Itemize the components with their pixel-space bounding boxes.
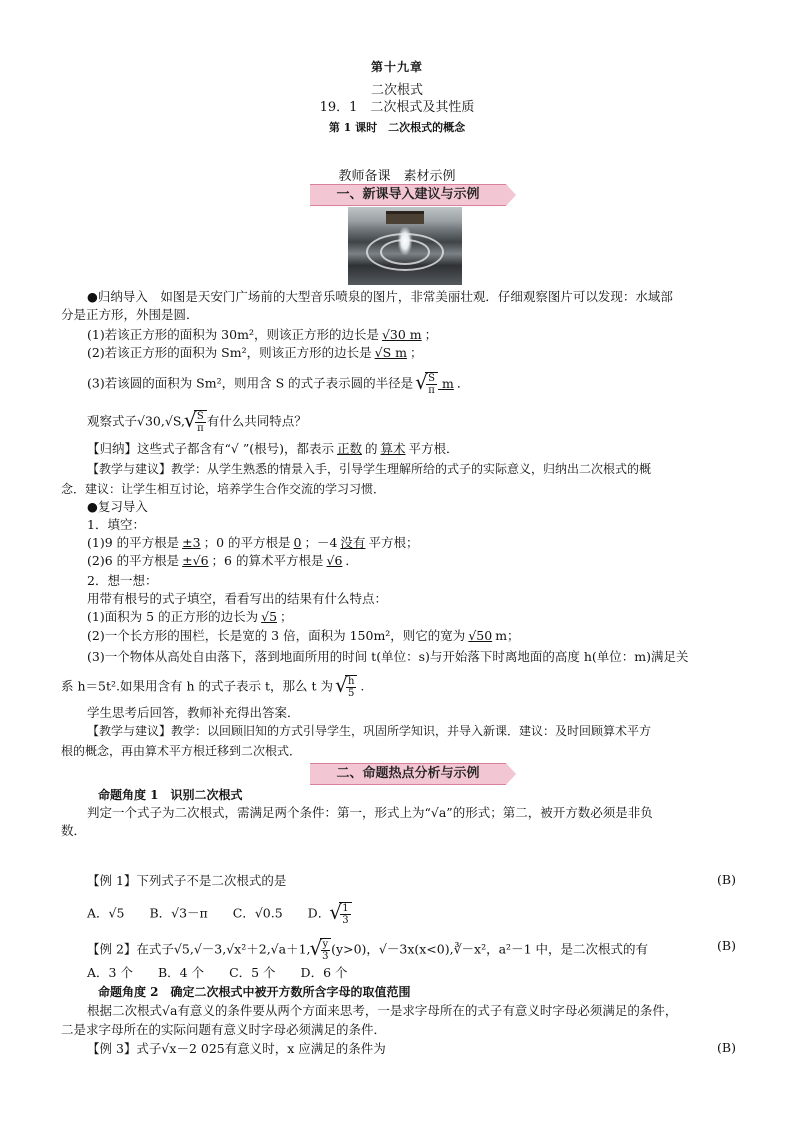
think-1-end: ； bbox=[280, 609, 293, 624]
example-1-options bbox=[87, 902, 352, 926]
example-2-text-a: 【例 2】在式子√5,√－3,√x²＋2,√a＋1, bbox=[87, 941, 311, 957]
think-2-blank: √50 bbox=[468, 628, 493, 643]
example-1-answer: (B) bbox=[717, 872, 736, 887]
rule-2-line-2: 二是求字母所在的实际问题有意义时字母必须满足的条件． bbox=[61, 1022, 387, 1037]
intro-paragraph-2: 分是正方形，外围是圆． bbox=[61, 307, 199, 322]
review-think-1 bbox=[87, 608, 293, 626]
angle-2-title: 命题角度 2 确定二次根式中被开方数所含字母的取值范围 bbox=[98, 985, 411, 999]
advice-1-line-1: 【教学与建议】教学：从学生熟悉的情景入手，引导学生理解所给的式子的实际意义，归纳出二次根式的概 bbox=[87, 462, 652, 476]
fill-1-blank-c: 没有 bbox=[340, 535, 366, 550]
advice-1-line-2: 念．建议：让学生相互讨论，培养学生合作交流的学习习惯． bbox=[61, 482, 386, 496]
banner-new-lesson: 一、新课导入建议与示例 bbox=[310, 184, 506, 206]
banner-hot-topics: 二、命题热点分析与示例 bbox=[310, 763, 506, 785]
advice-2-line-2: 根的概念，再由算术平方根迁移到二次根式． bbox=[61, 744, 302, 758]
example-1-options-text: A．√5 B．√3－π C．√0.5 D． bbox=[87, 905, 331, 921]
fill-2-text-e: ． bbox=[345, 553, 358, 568]
option-d-denominator: 3 bbox=[342, 915, 349, 926]
intro-question-2: (2)若该正方形的面积为 Sm²，则该正方形的边长是 √S m ； bbox=[87, 345, 423, 360]
time-denominator: 5 bbox=[347, 688, 355, 699]
example-2-answer: (B) bbox=[717, 938, 736, 953]
review-title: ●复习导入 bbox=[87, 499, 148, 514]
review-fill-1 bbox=[87, 534, 418, 552]
think-1-text: (1)面积为 5 的正方形的边长为 bbox=[87, 609, 259, 624]
fountain-photo bbox=[348, 207, 462, 285]
question-3-text: (3)若该圆的面积为 Sm²，则用含 S 的式子表示圆的半径是 bbox=[87, 375, 414, 391]
summary-text-a: 【归纳】这些式子都含有“√ ”(根号)，都表示 bbox=[87, 441, 334, 456]
option-d-numerator: √ 1 bbox=[342, 903, 349, 914]
option-d-root bbox=[339, 902, 351, 926]
intro-question-3: (3)若该圆的面积为 Sm²，则用含 S 的式子表示圆的半径是 √ $\frac{S}{\pi}$ m ． bbox=[87, 372, 469, 396]
example-1-question: 【例 1】下列式子不是二次根式的是 bbox=[87, 873, 287, 888]
think-1-blank: √5 bbox=[261, 609, 278, 624]
section-title: 19．1 二次根式及其性质 bbox=[319, 100, 475, 115]
observe-root-frac bbox=[194, 410, 207, 434]
review-fill-title: 1．填空： bbox=[87, 517, 145, 532]
observe-line bbox=[87, 410, 307, 434]
intro-paragraph-1: ●归纳导入 如图是天安门广场前的大型音乐喷泉的图片，非常美丽壮观．仔细观察图片可以发现：水域部 bbox=[87, 289, 673, 304]
review-think-3-line-1: (3)一个物体从高处自由落下，落到地面所用的时间 t(单位：s)与开始落下时离地面的高度 h(单位：m)满足关 bbox=[87, 649, 689, 664]
think-3-end: . bbox=[360, 678, 365, 694]
rule-1-line-1: 判定一个式子为二次根式，需满足两个条件：第一，形式上为“√a”的形式；第二，被开方数必须是非负 bbox=[87, 805, 653, 820]
review-think-3-line-2 bbox=[61, 675, 364, 699]
fill-1-text-a: (1)9 的平方根是 bbox=[87, 535, 180, 550]
fill-2-text-a: (2)6 的平方根是 bbox=[87, 553, 180, 568]
rule-2-line-1: 根据二次根式√a有意义的条件要从两个方面来思考，一是求字母所在的式子有意义时字母必须满足的条件， bbox=[87, 1003, 678, 1018]
example-3-answer: (B) bbox=[717, 1040, 736, 1055]
observe-denominator: π bbox=[197, 423, 204, 434]
observe-numerator: √ S bbox=[196, 411, 204, 422]
fill-2-blank-a: ±√6 bbox=[182, 553, 209, 568]
example-2-options: A．3 个 B．4 个 C．5 个 D．6 个 bbox=[87, 965, 348, 980]
question-2-answer: √S m bbox=[374, 345, 407, 360]
observe-roots: √30,√S, bbox=[137, 413, 185, 429]
review-think-text: 用带有根号的式子填空，看看写出的结果有什么特点： bbox=[87, 591, 388, 606]
summary-mid: 的 bbox=[365, 441, 378, 456]
summary-blank-1: 正数 bbox=[336, 441, 362, 456]
observe-text-c: 有什么共同特点？ bbox=[206, 413, 307, 429]
example-3-question: 【例 3】式子√x－2 025有意义时，x 应满足的条件为 bbox=[87, 1041, 386, 1056]
review-fill-2 bbox=[87, 552, 358, 570]
example-2-text-b: (y>0)，√－3x(x<0),∛－x²，a²－1 中，是二次根式的有 bbox=[331, 941, 648, 957]
review-after: 学生思考后回答，教师补充得出答案． bbox=[87, 705, 300, 720]
angle-1-title: 命题角度 1 识别二次根式 bbox=[98, 788, 243, 802]
fill-1-blank-a: ±3 bbox=[182, 535, 201, 550]
example-2-denominator: 3 bbox=[322, 951, 329, 962]
resources-heading: 教师备课 素材示例 bbox=[338, 169, 456, 184]
fill-1-blank-b: 0 bbox=[293, 535, 302, 550]
radius-numerator: √ S bbox=[428, 373, 435, 384]
intro-question-1: (1)若该正方形的面积为 30m²，则该正方形的边长是 √30 m ； bbox=[87, 327, 438, 342]
think-3-text: 系 h＝5t².如果用含有 h 的式子表示 t，那么 t 为 bbox=[61, 678, 333, 694]
fill-1-text-e: ；－4 bbox=[304, 535, 338, 550]
fill-2-blank-b: √6 bbox=[326, 553, 343, 568]
summary-line bbox=[87, 440, 459, 458]
think-3-blank bbox=[333, 676, 360, 699]
fill-2-text-c: ；6 的算术平方根是 bbox=[211, 553, 324, 568]
radius-denominator: π bbox=[428, 385, 435, 396]
summary-blank-2: 算术 bbox=[380, 441, 406, 456]
gate-shape bbox=[386, 211, 424, 224]
time-root bbox=[345, 675, 357, 699]
rule-1-line-2: 数． bbox=[61, 823, 87, 838]
advice-2-line-1: 【教学与建议】教学：以回顾旧知的方式引导学生，巩固所学知识，并导入新课．建议：及时回顾算术平方 bbox=[87, 724, 652, 738]
question-1-text: (1)若该正方形的面积为 30m²，则该正方形的边长是 bbox=[87, 327, 379, 342]
fill-1-text-g: 平方根； bbox=[368, 535, 419, 550]
example-2-question bbox=[87, 938, 648, 962]
example-2-frac-root bbox=[320, 938, 332, 962]
think-2-end: m； bbox=[495, 628, 520, 643]
lesson-title: 第 1 课时 二次根式的概念 bbox=[328, 121, 466, 134]
radius-root bbox=[425, 372, 438, 396]
fountain-jet bbox=[398, 227, 412, 255]
think-2-text: (2)一个长方形的围栏，长是宽的 3 倍，面积为 150m²，则它的宽为 bbox=[87, 628, 466, 643]
radius-unit: m bbox=[441, 375, 454, 391]
observe-text-a: 观察式子 bbox=[87, 413, 138, 429]
fill-1-text-c: ；0 的平方根是 bbox=[203, 535, 291, 550]
review-think-title: 2．想一想： bbox=[87, 573, 158, 588]
summary-end: 平方根． bbox=[408, 441, 459, 456]
unit-title: 二次根式 bbox=[370, 83, 423, 98]
question-2-text: (2)若该正方形的面积为 Sm²，则该正方形的边长是 bbox=[87, 345, 372, 360]
chapter-title: 第十九章 bbox=[370, 60, 423, 74]
time-numerator: √ h bbox=[347, 676, 355, 687]
question-1-answer: √30 m bbox=[381, 327, 422, 342]
example-2-numerator: √ y bbox=[322, 939, 329, 950]
question-3-answer bbox=[413, 373, 457, 396]
review-think-2 bbox=[87, 627, 520, 645]
